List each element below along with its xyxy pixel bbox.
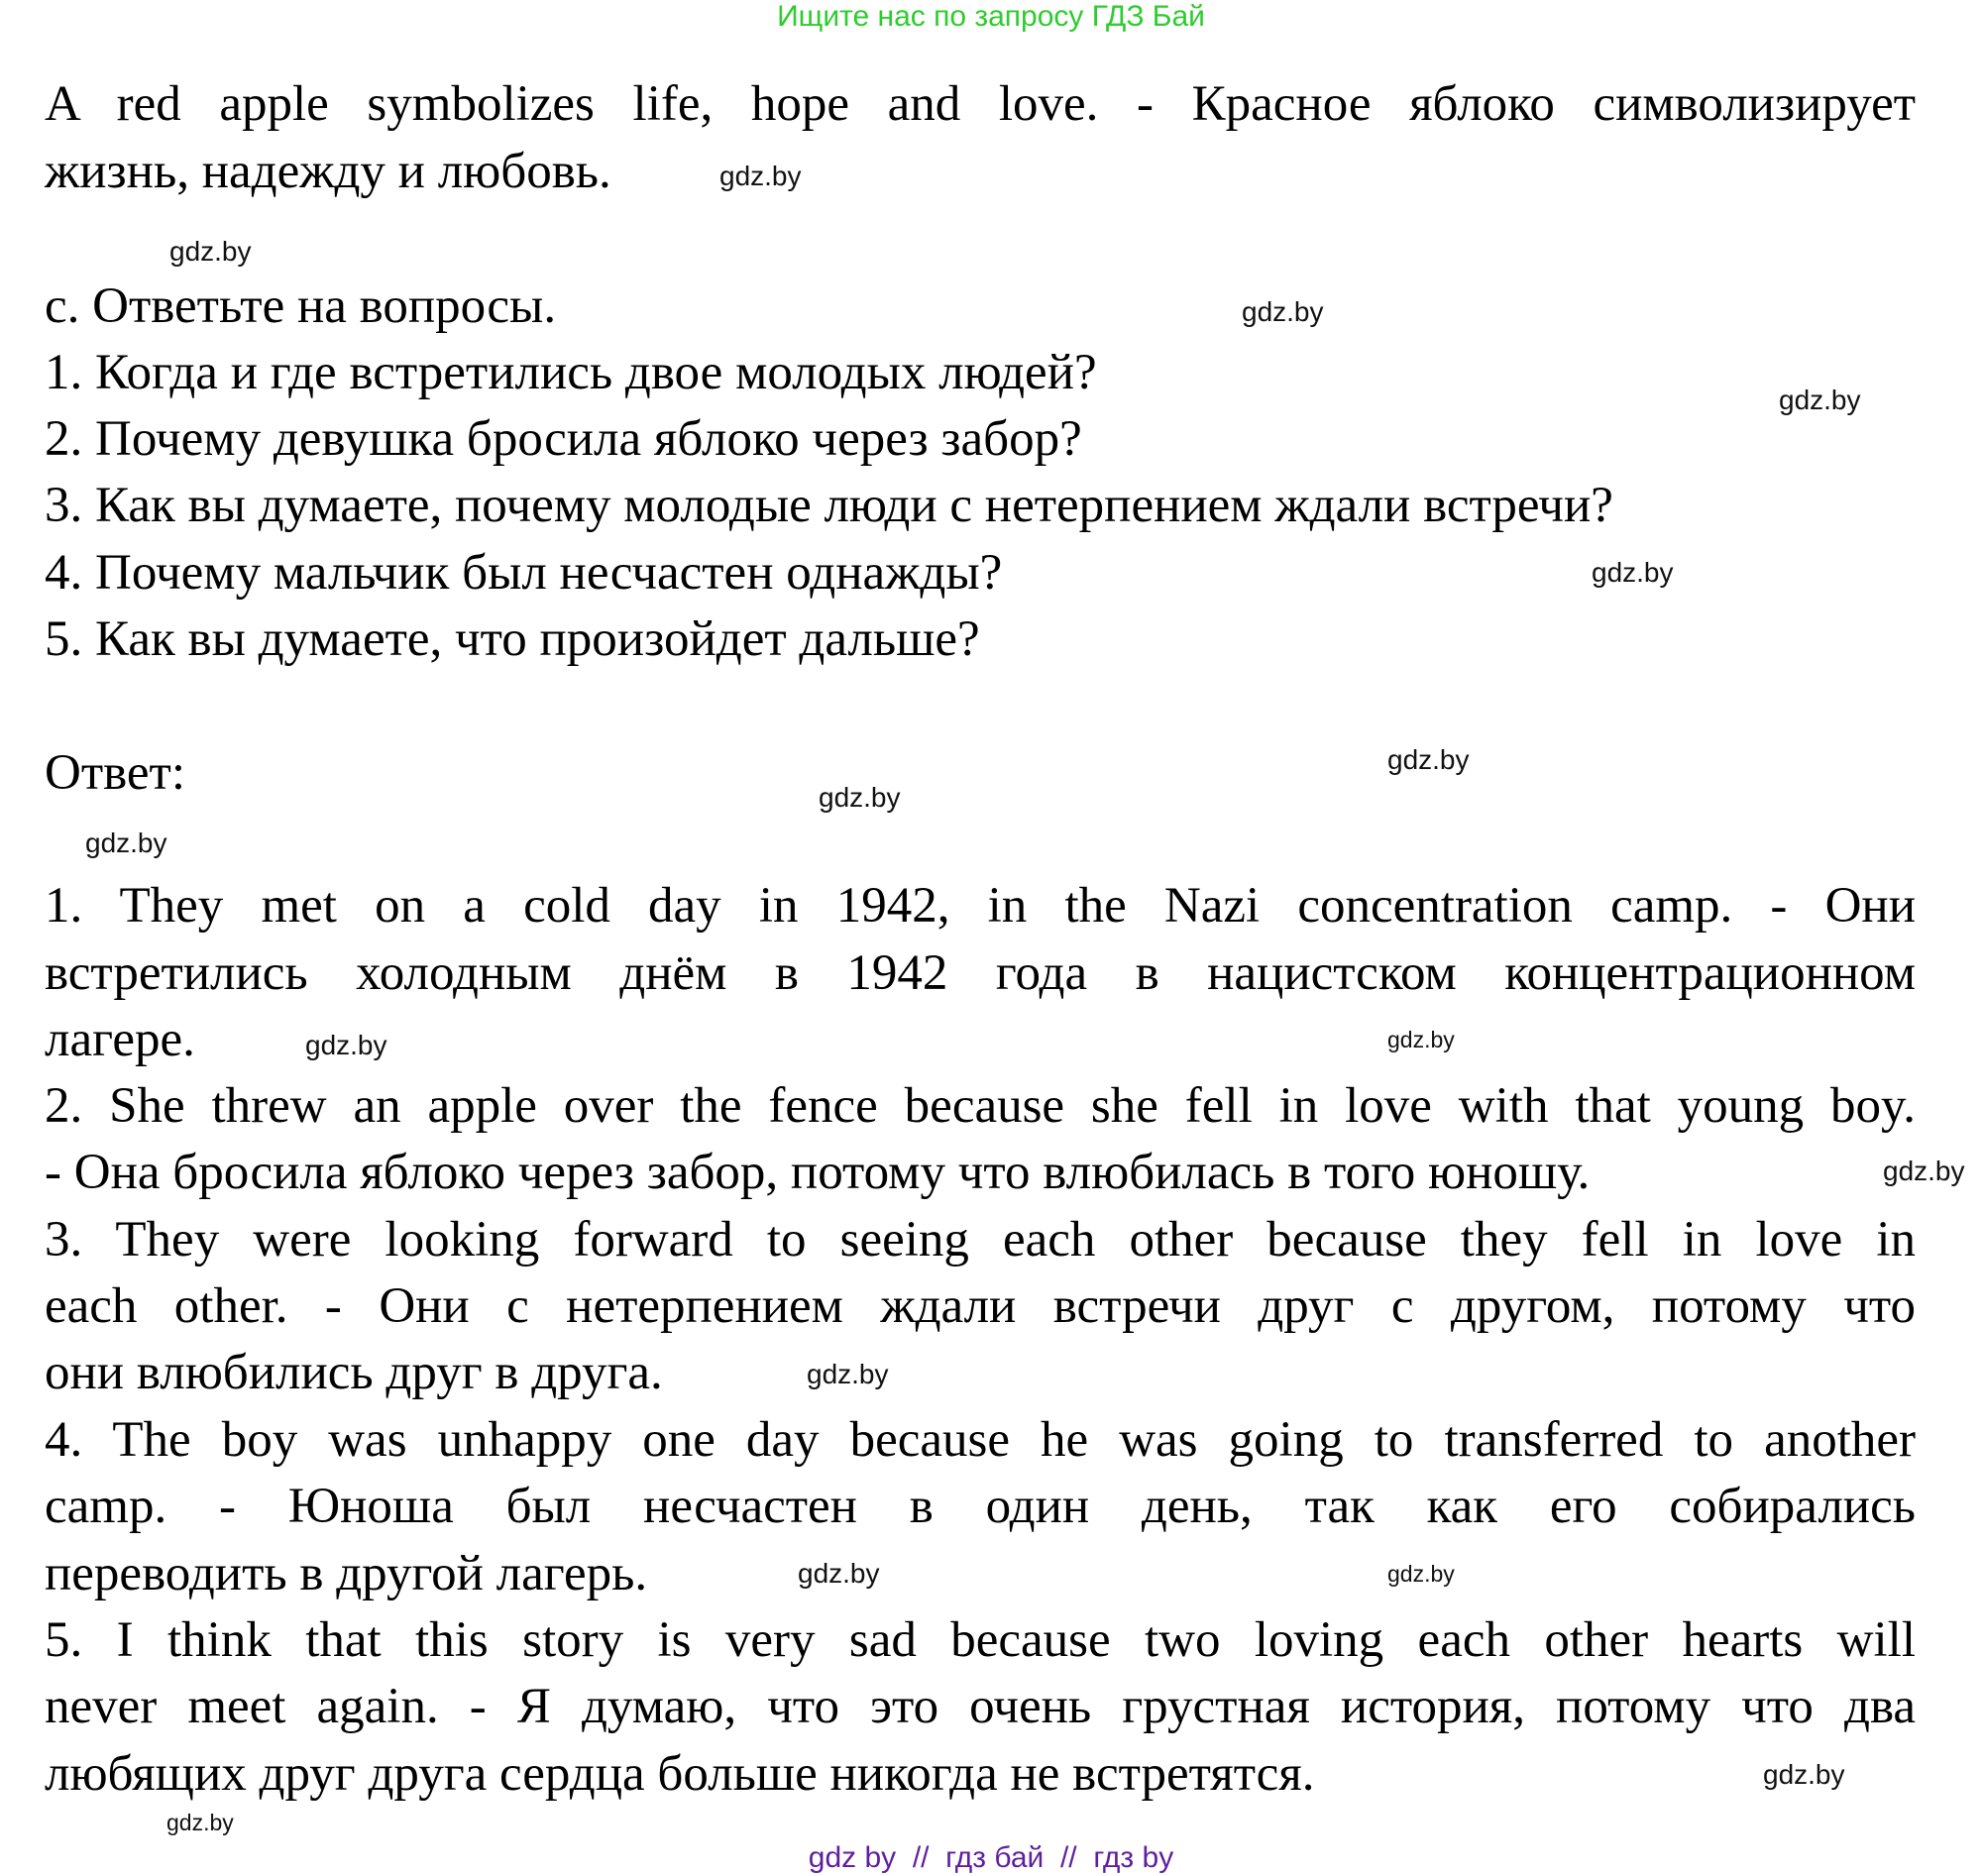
- watermark: gdz.by: [719, 161, 802, 191]
- answer-line: 2. She threw an apple over the fence because she fell in love with that young boy.: [45, 1078, 1916, 1134]
- answer-line: переводить в другой лагерь.: [45, 1546, 648, 1601]
- watermark: gdz.by: [1763, 1759, 1845, 1790]
- watermark: gdz.by: [819, 782, 901, 813]
- answer-line: 5. I think that this story is very sad because two loving each other hearts will: [45, 1612, 1916, 1668]
- watermark: gdz.by: [798, 1558, 880, 1589]
- answer-line: они влюбились друг в друга.: [45, 1345, 663, 1400]
- answer-line: - Она бросила яблоко через забор, потому что влюбилась в того юношу.: [45, 1145, 1591, 1200]
- watermark: gdz.by: [1242, 296, 1324, 327]
- watermark: gdz.by: [807, 1359, 889, 1389]
- watermark: gdz.by: [166, 1810, 234, 1835]
- answer-line: любящих друг друга сердца больше никогда не встретятся.: [45, 1746, 1315, 1802]
- question-3: 3. Как вы думаете, почему молодые люди с нетерпением ждали встречи?: [45, 478, 1613, 533]
- answer-line: never meet again. - Я думаю, что это очень грустная история, потому что два: [45, 1679, 1916, 1734]
- text-line: A red apple symbolizes life, hope and love. - Красное яблоко символизирует: [45, 76, 1916, 132]
- answer-line: лагере.: [45, 1012, 195, 1067]
- watermark: gdz.by: [169, 236, 252, 267]
- answer-line: 4. The boy was unhappy one day because he was going to transferred to another: [45, 1412, 1916, 1468]
- watermark: gdz.by: [1387, 1027, 1455, 1052]
- section-heading: c. Ответьте на вопросы.: [45, 278, 557, 334]
- question-1: 1. Когда и где встретились двое молодых людей?: [45, 345, 1097, 400]
- watermark: gdz.by: [1592, 557, 1674, 588]
- answer-line: each other. - Они с нетерпением ждали встречи друг с другом, потому что: [45, 1278, 1916, 1334]
- answer-line: 1. They met on a cold day in 1942, in the Nazi concentration camp. - Они: [45, 878, 1916, 934]
- watermark: gdz.by: [1779, 385, 1861, 415]
- question-4: 4. Почему мальчик был несчастен однажды?: [45, 545, 1003, 601]
- answer-line: 3. They were looking forward to seeing each other because they fell in love in: [45, 1212, 1916, 1268]
- watermark: gdz.by: [1883, 1156, 1965, 1186]
- watermark: gdz.by: [305, 1030, 387, 1060]
- answer-heading: Ответ:: [45, 745, 185, 801]
- question-2: 2. Почему девушка бросила яблоко через забор?: [45, 411, 1082, 467]
- answer-line: встретились холодным днём в 1942 года в нацистском концентрационном: [45, 945, 1916, 1001]
- footer-links: gdz by // гдз бай // гдз by: [808, 1841, 1174, 1874]
- text-line: жизнь, надежду и любовь.: [45, 144, 611, 199]
- watermark: gdz.by: [1387, 1561, 1455, 1587]
- watermark: gdz.by: [85, 828, 167, 858]
- answer-line: camp. - Юноша был несчастен в один день, так как его собирались: [45, 1479, 1916, 1534]
- question-5: 5. Как вы думаете, что произойдет дальше?: [45, 611, 980, 667]
- site-search-hint: Ищите нас по запросу ГДЗ Бай: [777, 0, 1205, 33]
- watermark: gdz.by: [1387, 744, 1470, 775]
